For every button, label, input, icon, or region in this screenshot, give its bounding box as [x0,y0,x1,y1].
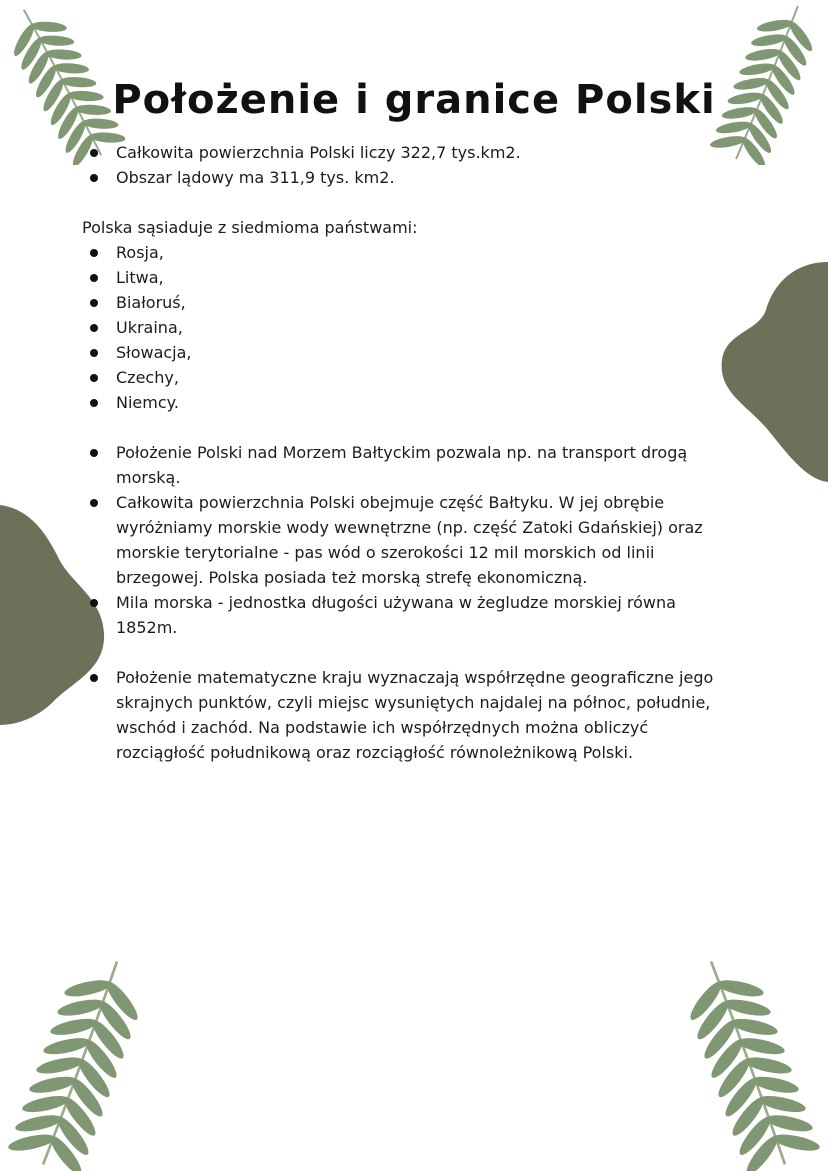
page-title: Położenie i granice Polski [112,76,716,123]
sea-list [82,440,742,640]
list-item: Niemcy. [82,390,742,415]
palm-leaf-icon [668,955,828,1171]
area-list [82,140,742,190]
list-item: Mila morska - jednostka długości używana w żegludze morskiej równa 1852m. [82,590,742,640]
palm-leaf-icon [0,955,160,1171]
position-list [82,665,742,765]
list-item: Całkowita powierzchnia Polski liczy 322,7 tys.km2. [82,140,742,165]
list-item: Czechy, [82,365,742,390]
list-item: Słowacja, [82,340,742,365]
neighbors-intro: Polska sąsiaduje z siedmioma państwami: [82,218,418,237]
list-item: Rosja, [82,240,742,265]
list-item: Położenie matematyczne kraju wyznaczają współrzędne geograficzne jego skrajnych punktów, czyli miejsc wysuniętych najdalej na północ, południe, wschód i zachód. Na podstawie ich współrzędnych można obliczyć rozciągłość południkową oraz rozciągłość równoleżnikową Polski. [82,665,742,765]
list-item: Całkowita powierzchnia Polski obejmuje część Bałtyku. W jej obrębie wyróżniamy morskie wody wewnętrzne (np. część Zatoki Gdańskiej) oraz morskie terytorialne - pas wód o szerokości 12 mil morskich od linii brzegowej. Polska posiada też morską strefę ekonomiczną. [82,490,742,590]
neighbors-list [82,240,742,415]
list-item: Białoruś, [82,290,742,315]
list-item: Obszar lądowy ma 311,9 tys. km2. [82,165,742,190]
content [82,140,742,765]
list-item: Litwa, [82,265,742,290]
list-item: Położenie Polski nad Morzem Bałtyckim pozwala np. na transport drogą morską. [82,440,742,490]
list-item: Ukraina, [82,315,742,340]
